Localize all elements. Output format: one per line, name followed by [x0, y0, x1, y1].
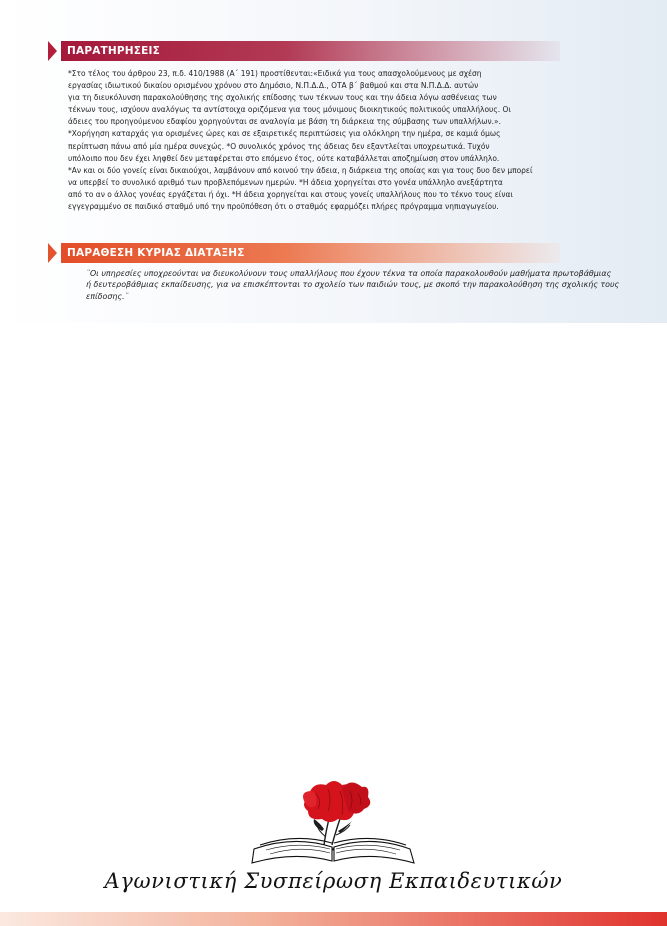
text-line: *Χορήγηση καταρχάς για ορισμένες ώρες και σε εξαιρετικές περιπτώσεις για ολόκληρη την ημέρα, σε καμιά όμως: [68, 128, 501, 139]
text-line: εργασίας ιδιωτικού δικαίου ορισμένου χρόνου στο Δημόσιο, Ν.Π.Δ.Δ., ΟΤΑ β΄ βαθμού και στα Ν.Π.Δ.Δ. αυτών: [68, 80, 479, 91]
text-line: περίπτωση πάνω από μία ημέρα συνεχώς. *Ο συνολικός χρόνος της άδειας δεν εξαντλείται υποχρεωτικά. Τυχόν: [68, 140, 490, 151]
text-line: από το αν ο άλλος γονέας εργάζεται ή όχι. *Η άδεια χορηγείται και στους γονείς υπαλλήλους που το τέκνο τους είναι: [68, 188, 513, 199]
text-line: τέκνων τους, ισχύουν αναλόγως τα αντίστοιχα οριζόμενα για τους μόνιμους διοικητικούς πολιτικούς υπαλλήλους. Οι: [68, 104, 511, 115]
text-line: υπόλοιπο που δεν έχει ληφθεί δεν μεταφέρεται στο επόμενο έτος, ούτε καταβάλλεται αποζημίωση στον υπάλληλο.: [68, 152, 500, 163]
section-header-main-provision: [0, 243, 560, 263]
text-line: εγγεγραμμένο σε παιδικό σταθμό υπό την προϋπόθεση ότι ο σταθμός εφαρμόζει πλήρες πρόγραμμα νηπιαγωγείου.: [68, 201, 499, 212]
header-arrow-marker: [48, 243, 57, 263]
text-line: *Στο τέλος του άρθρου 23, π.δ. 410/1988 (Α΄ 191) προστίθενται:«Ειδικά για τους απασχολούμενους με σχέση: [68, 68, 482, 78]
text-line: για τη διευκόλυνση παρακολούθησης της σχολικής επίδοσης των τέκνων τους και την άδεια λόγω ασθένειας των: [68, 92, 497, 103]
quote-line: ή δευτεροβάθμιας εκπαίδευσης, για να επισκέπτονται το σχολείο των παιδιών τους, με σκοπό την παρακολούθηση της σχολικής τους: [86, 280, 620, 290]
provision-quote: [86, 268, 626, 302]
organization-slogan: Αγωνιστική Συσπείρωση Εκπαιδευτικών: [104, 869, 563, 893]
observations-text: [68, 67, 608, 212]
text-line: να υπερβεί το συνολικό αριθμό των προβλεπόμενων ημερών. *Η άδεια χορηγείται στο γονέα υπάλληλο ανεξάρτητα: [68, 176, 503, 187]
text-line: *Αν και οι δύο γονείς είναι δικαιούχοι, λαμβάνουν από κοινού την άδεια, η διάρκεια της οποίας και για τους δυο δεν μπορεί: [68, 164, 533, 175]
section-title-main-provision: ΠΑΡΑΘΕΣΗ ΚΥΡΙΑΣ ΔΙΑΤΑΞΗΣ: [61, 243, 560, 263]
quote-line: ¨Οι υπηρεσίες υποχρεούνται να διευκολύνουν τους υπαλλήλους που έχουν τέκνα τα οποία παρακολουθούν μαθήματα πρωτοβάθμιας: [86, 269, 612, 278]
text-line: άδειες του προηγούμενου εδαφίου χορηγούνται σε αναλογία με βάση τη διάρκεια της σύμβασης των υπαλλήλων.».: [68, 116, 501, 127]
quote-line: επίδοσης.¨: [86, 291, 129, 301]
section-header-observations: [0, 41, 560, 61]
carnation-book-logo: [246, 775, 421, 870]
bottom-gradient-bar: [0, 912, 667, 926]
section-title-observations: ΠΑΡΑΤΗΡΗΣΕΙΣ: [61, 41, 560, 61]
carnation-flower-icon: [303, 781, 370, 822]
header-arrow-marker: [48, 41, 57, 61]
